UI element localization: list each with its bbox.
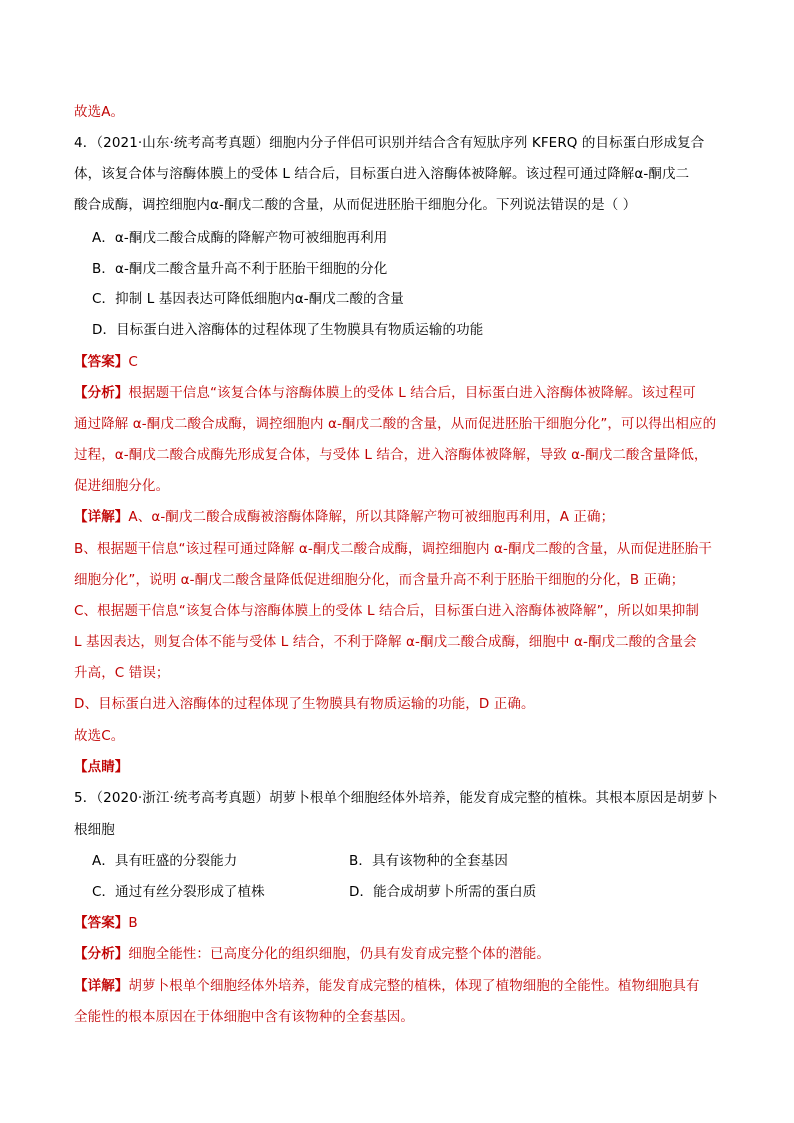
- q4-analysis-line-2: 通过降解 α-酮戊二酸合成酶，调控细胞内 α-酮戊二酸的含量，从而促进胚胎干细胞分化”，可以得出相应的: [74, 416, 717, 432]
- answer-tag: 【答案】: [74, 354, 129, 370]
- q5-stem-line-2: 根细胞: [74, 822, 115, 838]
- q5-stem-line-1: 5．（2020·浙江·统考高考真题）胡萝卜根单个细胞经体外培养，能发育成完整的植株。其根本原因是胡萝卜: [74, 790, 718, 806]
- q4-option-c: C．抑制 L 基因表达可降低细胞内α-酮戊二酸的含量: [92, 291, 404, 307]
- q4-analysis-line-3: 过程，α-酮戊二酸合成酶先形成复合体，与受体 L 结合，进入溶酶体被降解，导致 α-酮戊二酸含量降低，: [74, 447, 708, 463]
- q4-analysis-line-4: 促进细胞分化。: [74, 478, 170, 494]
- q4-option-a: A．α-酮戊二酸合成酶的降解产物可被细胞再利用: [92, 230, 388, 246]
- q4-conclusion: 故选C。: [74, 728, 125, 744]
- analysis-tag: 【分析】: [74, 946, 129, 962]
- analysis-tag: 【分析】: [74, 385, 129, 401]
- q4-stem-line-2: 体，该复合体与溶酶体膜上的受体 L 结合后，目标蛋白进入溶酶体被降解。该过程可通过降解α-酮戊二: [74, 166, 690, 182]
- answer-value: C: [128, 354, 138, 370]
- detail-tag: 【详解】: [74, 978, 129, 994]
- q4-answer: [74, 353, 138, 371]
- q4-analysis-line-1: [74, 384, 696, 402]
- q4-highlight: [74, 758, 128, 776]
- q4-option-b: B．α-酮戊二酸含量升高不利于胚胎干细胞的分化: [92, 261, 388, 277]
- q4-detail-line-5: L 基因表达，则复合体不能与受体 L 结合，不利于降解 α-酮戊二酸合成酶，细胞中 α-酮戊二酸的含量会: [74, 634, 697, 650]
- q4-option-d: D．目标蛋白进入溶酶体的过程体现了生物膜具有物质运输的功能: [92, 322, 484, 338]
- prev-conclusion: 故选A。: [74, 104, 125, 120]
- q5-option-a: A．具有旺盛的分裂能力: [92, 853, 238, 869]
- detail-text: A、α-酮戊二酸合成酶被溶酶体降解，所以其降解产物可被细胞再利用，A 正确；: [128, 509, 615, 525]
- answer-value: B: [128, 915, 138, 931]
- answer-tag: 【答案】: [74, 915, 129, 931]
- q5-detail-line-2: 全能性的根本原因在于体细胞中含有该物种的全套基因。: [74, 1009, 414, 1025]
- q4-detail-line-2: B、根据题干信息“该过程可通过降解 α-酮戊二酸合成酶，调控细胞内 α-酮戊二酸的含量，从而促进胚胎干: [74, 541, 712, 557]
- q5-analysis-line-1: [74, 945, 550, 963]
- q4-detail-line-1: [74, 508, 614, 526]
- q5-answer: [74, 914, 138, 932]
- detail-text: 胡萝卜根单个细胞经体外培养，能发育成完整的植株，体现了植物细胞的全能性。植物细胞具有: [128, 978, 700, 994]
- detail-tag: 【详解】: [74, 509, 129, 525]
- analysis-text: 根据题干信息“该复合体与溶酶体膜上的受体 L 结合后，目标蛋白进入溶酶体被降解。该过程可: [128, 385, 696, 401]
- q4-stem-line-3: 酸合成酶，调控细胞内α-酮戊二酸的含量，从而促进胚胎干细胞分化。下列说法错误的是（ ）: [74, 197, 637, 213]
- q4-detail-line-7: D、目标蛋白进入溶酶体的过程体现了生物膜具有物质运输的功能，D 正确。: [74, 696, 535, 712]
- q5-option-c: C．通过有丝分裂形成了植株: [92, 884, 265, 900]
- q4-detail-line-6: 升高，C 错误；: [74, 665, 170, 681]
- highlight-tag: 【点睛】: [74, 759, 129, 775]
- q4-detail-line-4: C、根据题干信息“该复合体与溶酶体膜上的受体 L 结合后，目标蛋白进入溶酶体被降解”，所以如果抑制: [74, 603, 699, 619]
- q5-detail-line-1: [74, 977, 700, 995]
- analysis-text: 细胞全能性：已高度分化的组织细胞，仍具有发育成完整个体的潜能。: [128, 946, 551, 962]
- q5-option-b: B．具有该物种的全套基因: [349, 853, 508, 869]
- q4-stem-line-1: 4．（2021·山东·统考高考真题）细胞内分子伴侣可识别并结合含有短肽序列 KFERQ 的目标蛋白形成复合: [74, 135, 705, 151]
- q4-detail-line-3: 细胞分化”，说明 α-酮戊二酸含量降低促进细胞分化，而含量升高不利于胚胎干细胞的分化，B 正确；: [74, 572, 685, 588]
- q5-option-d: D．能合成胡萝卜所需的蛋白质: [349, 884, 537, 900]
